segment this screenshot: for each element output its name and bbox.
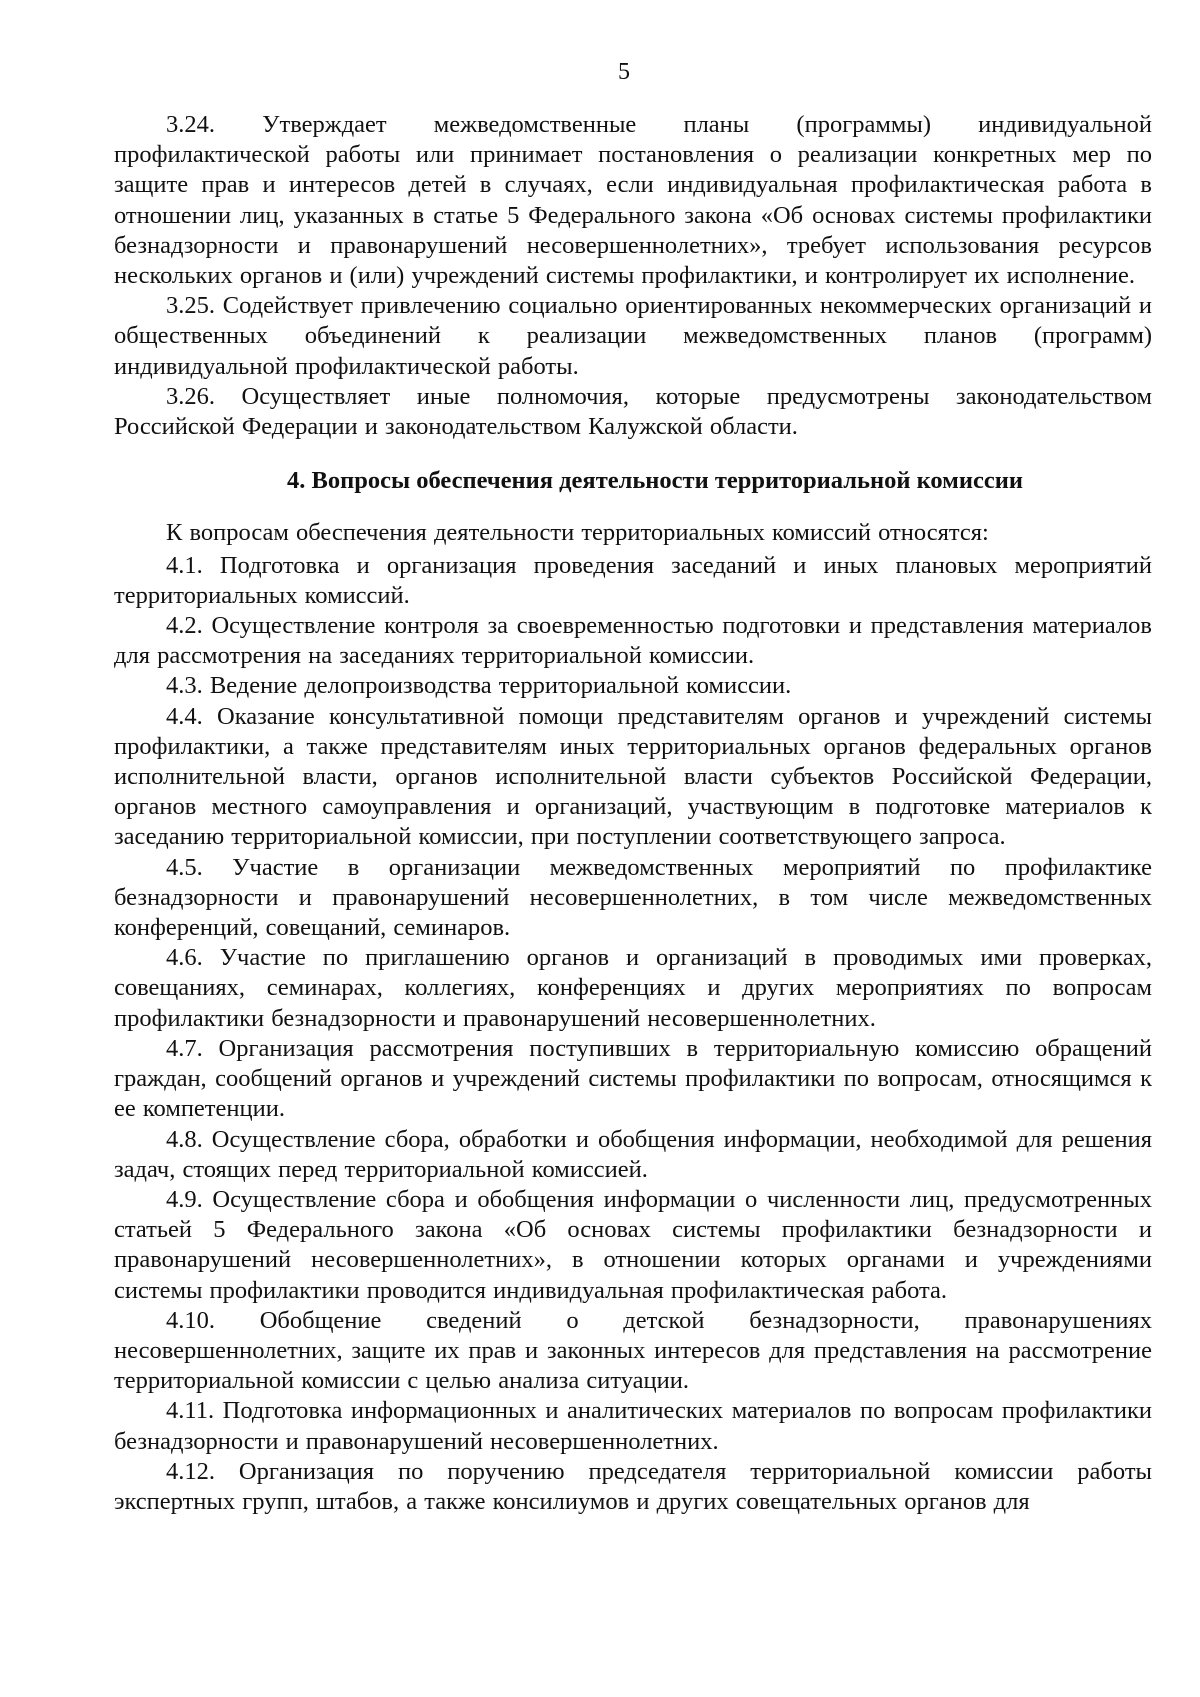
paragraph-4-8: 4.8. Осуществление сбора, обработки и обобщения информации, необходимой для решения задач, стоящих перед территориальной комиссией. — [114, 1125, 1152, 1183]
paragraph-4-6: 4.6. Участие по приглашению органов и организаций в проводимых ими проверках, совещаниях, семинарах, коллегиях, конференциях и других мероприятиях по вопросам профилактики безнадзорности и правонарушений несовершеннолетних. — [114, 944, 1152, 1032]
paragraph-3-24: 3.24. Утверждает межведомственные планы (программы) индивидуальной профилактической работы или принимает постановления о реализации конкретных мер по защите прав и интересов детей в случаях, если индивидуальная профилактическая работа в отношении лиц, указанных в статье 5 Федерального закона «Об основах системы профилактики безнадзорности и правонарушений несовершеннолетних», требует использования ресурсов нескольких органов и (или) учреждений системы профилактики, и контролирует их исполнение. — [114, 111, 1152, 290]
paragraph-4-1: 4.1. Подготовка и организация проведения заседаний и иных плановых мероприятий территориальных комиссий. — [114, 551, 1152, 609]
document-body — [114, 110, 1152, 1517]
paragraph-4-5: 4.5. Участие в организации межведомственных мероприятий по профилактике безнадзорности и правонарушений несовершеннолетних, в том числе межведомственных конференций, совещаний, семинаров. — [114, 853, 1152, 942]
paragraph-4-7: 4.7. Организация рассмотрения поступивших в территориальную комиссию обращений граждан, сообщений органов и учреждений системы профилактики по вопросам, относящимся к ее компетенции. — [114, 1034, 1152, 1123]
paragraph-4-11: 4.11. Подготовка информационных и аналитических материалов по вопросам профилактики безнадзорности и правонарушений несовершеннолетних. — [114, 1397, 1152, 1455]
paragraph-4-4: 4.4. Оказание консультативной помощи представителям органов и учреждений системы профилактики, а также представителям иных территориальных органов федеральных органов исполнительной власти, органов исполнительной власти субъектов Российской Федерации, органов местного самоуправления и организаций, участвующим в подготовке материалов к заседанию территориальной комиссии, при поступлении соответствующего запроса. — [114, 702, 1152, 851]
section-intro: К вопросам обеспечения деятельности территориальных комиссий относятся: — [166, 519, 989, 547]
paragraph-4-12: 4.12. Организация по поручению председателя территориальной комиссии работы экспертных групп, штабов, а также консилиумов и других совещательных органов для — [114, 1457, 1152, 1515]
paragraph-4-10: 4.10. Обобщение сведений о детской безнадзорности, правонарушениях несовершеннолетних, защите их прав и законных интересов для представления на рассмотрение территориальной комиссии с целью анализа ситуации. — [114, 1306, 1152, 1395]
paragraph-4-2: 4.2. Осуществление контроля за своевременностью подготовки и представления материалов для рассмотрения на заседаниях территориальной комиссии. — [114, 612, 1152, 670]
paragraph-3-26: 3.26. Осуществляет иные полномочия, которые предусмотрены законодательством Российской Федерации и законодательством Калужской области. — [114, 382, 1152, 441]
paragraph-4-9: 4.9. Осуществление сбора и обобщения информации о численности лиц, предусмотренных статьей 5 Федерального закона «Об основах системы профилактики безнадзорности и правонарушений несовершеннолетних», в отношении которых органами и учреждениями системы профилактики проводится индивидуальная профилактическая работа. — [114, 1185, 1152, 1304]
paragraph-3-25: 3.25. Содействует привлечению социально ориентированных некоммерческих организаций и общественных объединений к реализации межведомственных планов (программ) индивидуальной профилактической работы. — [114, 292, 1152, 380]
paragraph-4-3: 4.3. Ведение делопроизводства территориальной комиссии. — [166, 672, 792, 700]
section-heading: 4. Вопросы обеспечения деятельности территориальной комиссии — [287, 467, 1023, 495]
page-number: 5 — [618, 59, 630, 85]
